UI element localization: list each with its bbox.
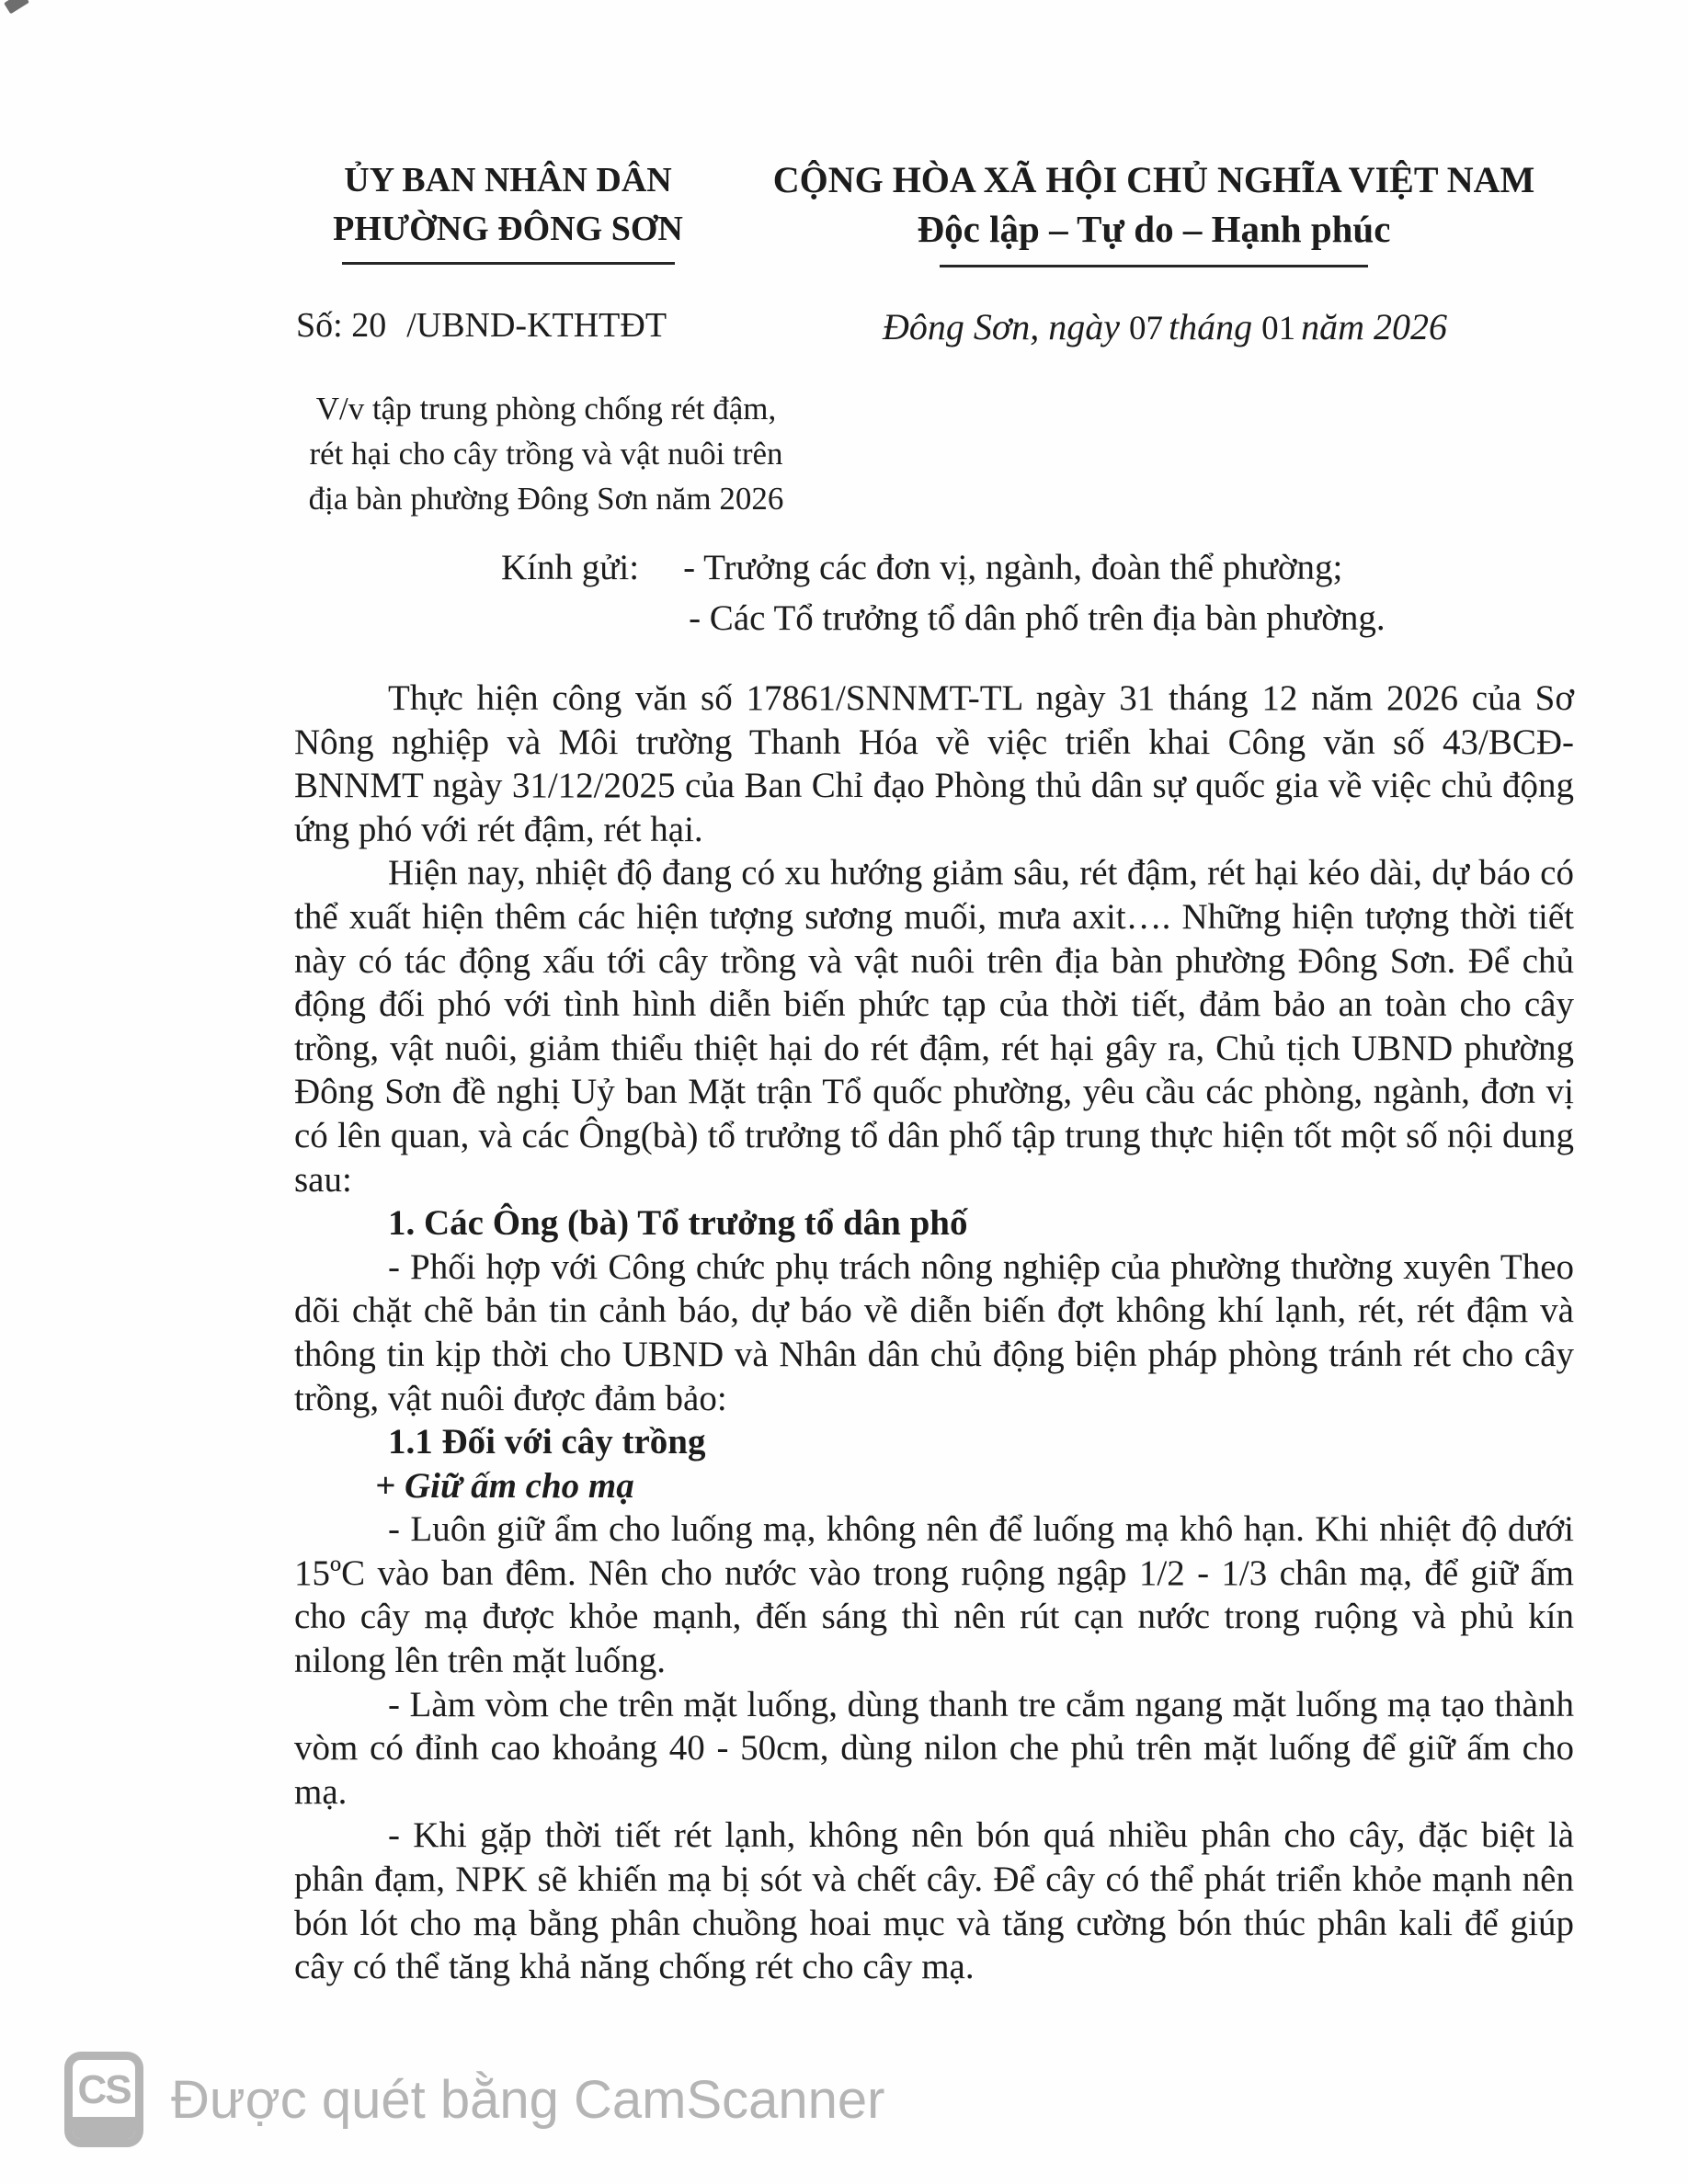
- date-month-word: tháng: [1169, 306, 1253, 347]
- place-and-date: [883, 305, 1508, 348]
- national-motto-line1: CỘNG HÒA XÃ HỘI CHỦ NGHĨA VIỆT NAM: [772, 159, 1535, 200]
- recipient-line: - Các Tổ trưởng tổ dân phố trên địa bàn phường.: [689, 598, 1386, 638]
- document-body: [294, 677, 1574, 1989]
- national-motto-underline: [940, 265, 1368, 267]
- recipient-line: - Trưởng các đơn vị, ngành, đoàn thể phường;: [683, 548, 1343, 587]
- issuer-name-line2: PHƯỜNG ĐÔNG SƠN: [333, 210, 683, 248]
- body-paragraph: - Luôn giữ ẩm cho luống mạ, không nên để luống mạ khô hạn. Khi nhiệt độ dưới 15ºC vào ban đêm. Nên cho nước vào trong ruộng ngập 1/2 - 1/3 chân mạ, để giữ ấm cho cây mạ được khỏe mạnh, đến sáng thì nên rút cạn nước trong ruộng và phủ kín nilong lên trên mặt luống.: [294, 1509, 1574, 1681]
- document-number-label: Số: 20: [296, 306, 387, 345]
- salutation-label: Kính gửi:: [501, 548, 640, 587]
- date-month: 01: [1261, 310, 1296, 347]
- body-paragraph: - Phối hợp với Công chức phụ trách nông nghiệp của phường thường xuyên Theo dõi chặt chẽ bản tin cảnh báo, dự báo về diễn biến đợt không khí lạnh, rét, rét đậm và thông tin kịp thời cho UBND và Nhân dân chủ động biện pháp phòng tránh rét cho cây trồng, vật nuôi được đảm bảo:: [294, 1246, 1574, 1418]
- issuing-authority-block: [303, 156, 713, 265]
- subject-line: địa bàn phường Đông Sơn năm 2026: [308, 481, 784, 517]
- document-number: [296, 305, 667, 346]
- issuer-name-line1: ỦY BAN NHÂN DÂN: [344, 161, 672, 199]
- national-motto-line2: Độc lập – Tự do – Hạnh phúc: [917, 208, 1391, 250]
- body-paragraph: - Khi gặp thời tiết rét lạnh, không nên bón quá nhiều phân cho cây, đặc biệt là phân đạm, NPK sẽ khiến mạ bị sót và chết cây. Để cây có thể phát triển khỏe mạnh nên bón lót cho mạ bằng phân chuồng hoai mục và tăng cường bón thúc phân kali để giúp cây có thể tăng khả năng chống rét cho cây mạ.: [294, 1815, 1574, 1987]
- subject-line: V/v tập trung phòng chống rét đậm,: [315, 391, 777, 427]
- national-header-block: [749, 156, 1558, 267]
- body-paragraph: Hiện nay, nhiệt độ đang có xu hướng giảm sâu, rét đậm, rét hại kéo dài, dự báo có thể xuất hiện thêm các hiện tượng sương muối, mưa axit…. Những hiện tượng thời tiết này có tác động xấu tới cây trồng và vật nuôi trên địa bàn phường Đông Sơn. Để chủ động đối phó với tình hình diễn biến phức tạp của thời tiết, đảm bảo an toàn cho cây trồng, vật nuôi, giảm thiểu thiệt hại do rét đậm, rét hại gây ra, Chủ tịch UBND phường Đông Sơn đề nghị Uỷ ban Mặt trận Tổ quốc phường, yêu cầu các phòng, ngành, đơn vị có lên quan, và các Ông(bà) tổ trưởng tổ dân phố tập trung thực hiện tốt một số nội dung sau:: [294, 853, 1574, 1200]
- camscanner-watermark-text: Được quét bằng CamScanner: [171, 2069, 885, 2130]
- issuer-underline: [342, 262, 675, 265]
- camscanner-icon-band: [73, 2117, 135, 2139]
- camscanner-watermark: [64, 2052, 885, 2147]
- document-number-symbol: /UBND-KTHTĐT: [406, 306, 667, 345]
- camscanner-icon: [64, 2052, 143, 2147]
- date-place-phrase: Đông Sơn, ngày: [883, 306, 1120, 347]
- subject-line: rét hại cho cây trồng và vật nuôi trên: [309, 436, 783, 472]
- section-heading-1-1: 1.1 Đối với cây trồng: [388, 1422, 706, 1462]
- sub-heading-giu-am-cho-ma: + Giữ ấm cho mạ: [375, 1465, 634, 1506]
- salutation-block: [501, 542, 1386, 643]
- scan-artifact: [4, 0, 29, 14]
- body-paragraph: Thực hiện công văn số 17861/SNNMT-TL ngày 31 tháng 12 năm 2026 của Sơ Nông nghiệp và Môi trường Thanh Hóa về việc triển khai Công văn số 43/BCĐ-BNNMT ngày 31/12/2025 của Ban Chỉ đạo Phòng thủ dân sự quốc gia về việc chủ động ứng phó với rét đậm, rét hại.: [294, 678, 1574, 849]
- body-paragraph: - Làm vòm che trên mặt luống, dùng thanh tre cắm ngang mặt luống mạ tạo thành vòm có đỉnh cao khoảng 40 - 50cm, dùng nilon che phủ trên mặt luống để giữ ấm cho mạ.: [294, 1684, 1574, 1812]
- subject-block: [292, 386, 800, 521]
- recipient-list: [683, 542, 1386, 643]
- date-day: 07: [1129, 310, 1163, 347]
- date-year-phrase: năm 2026: [1301, 306, 1448, 347]
- section-heading-1: 1. Các Ông (bà) Tổ trưởng tổ dân phố: [388, 1203, 968, 1244]
- camscanner-icon-label: CS: [77, 2067, 131, 2112]
